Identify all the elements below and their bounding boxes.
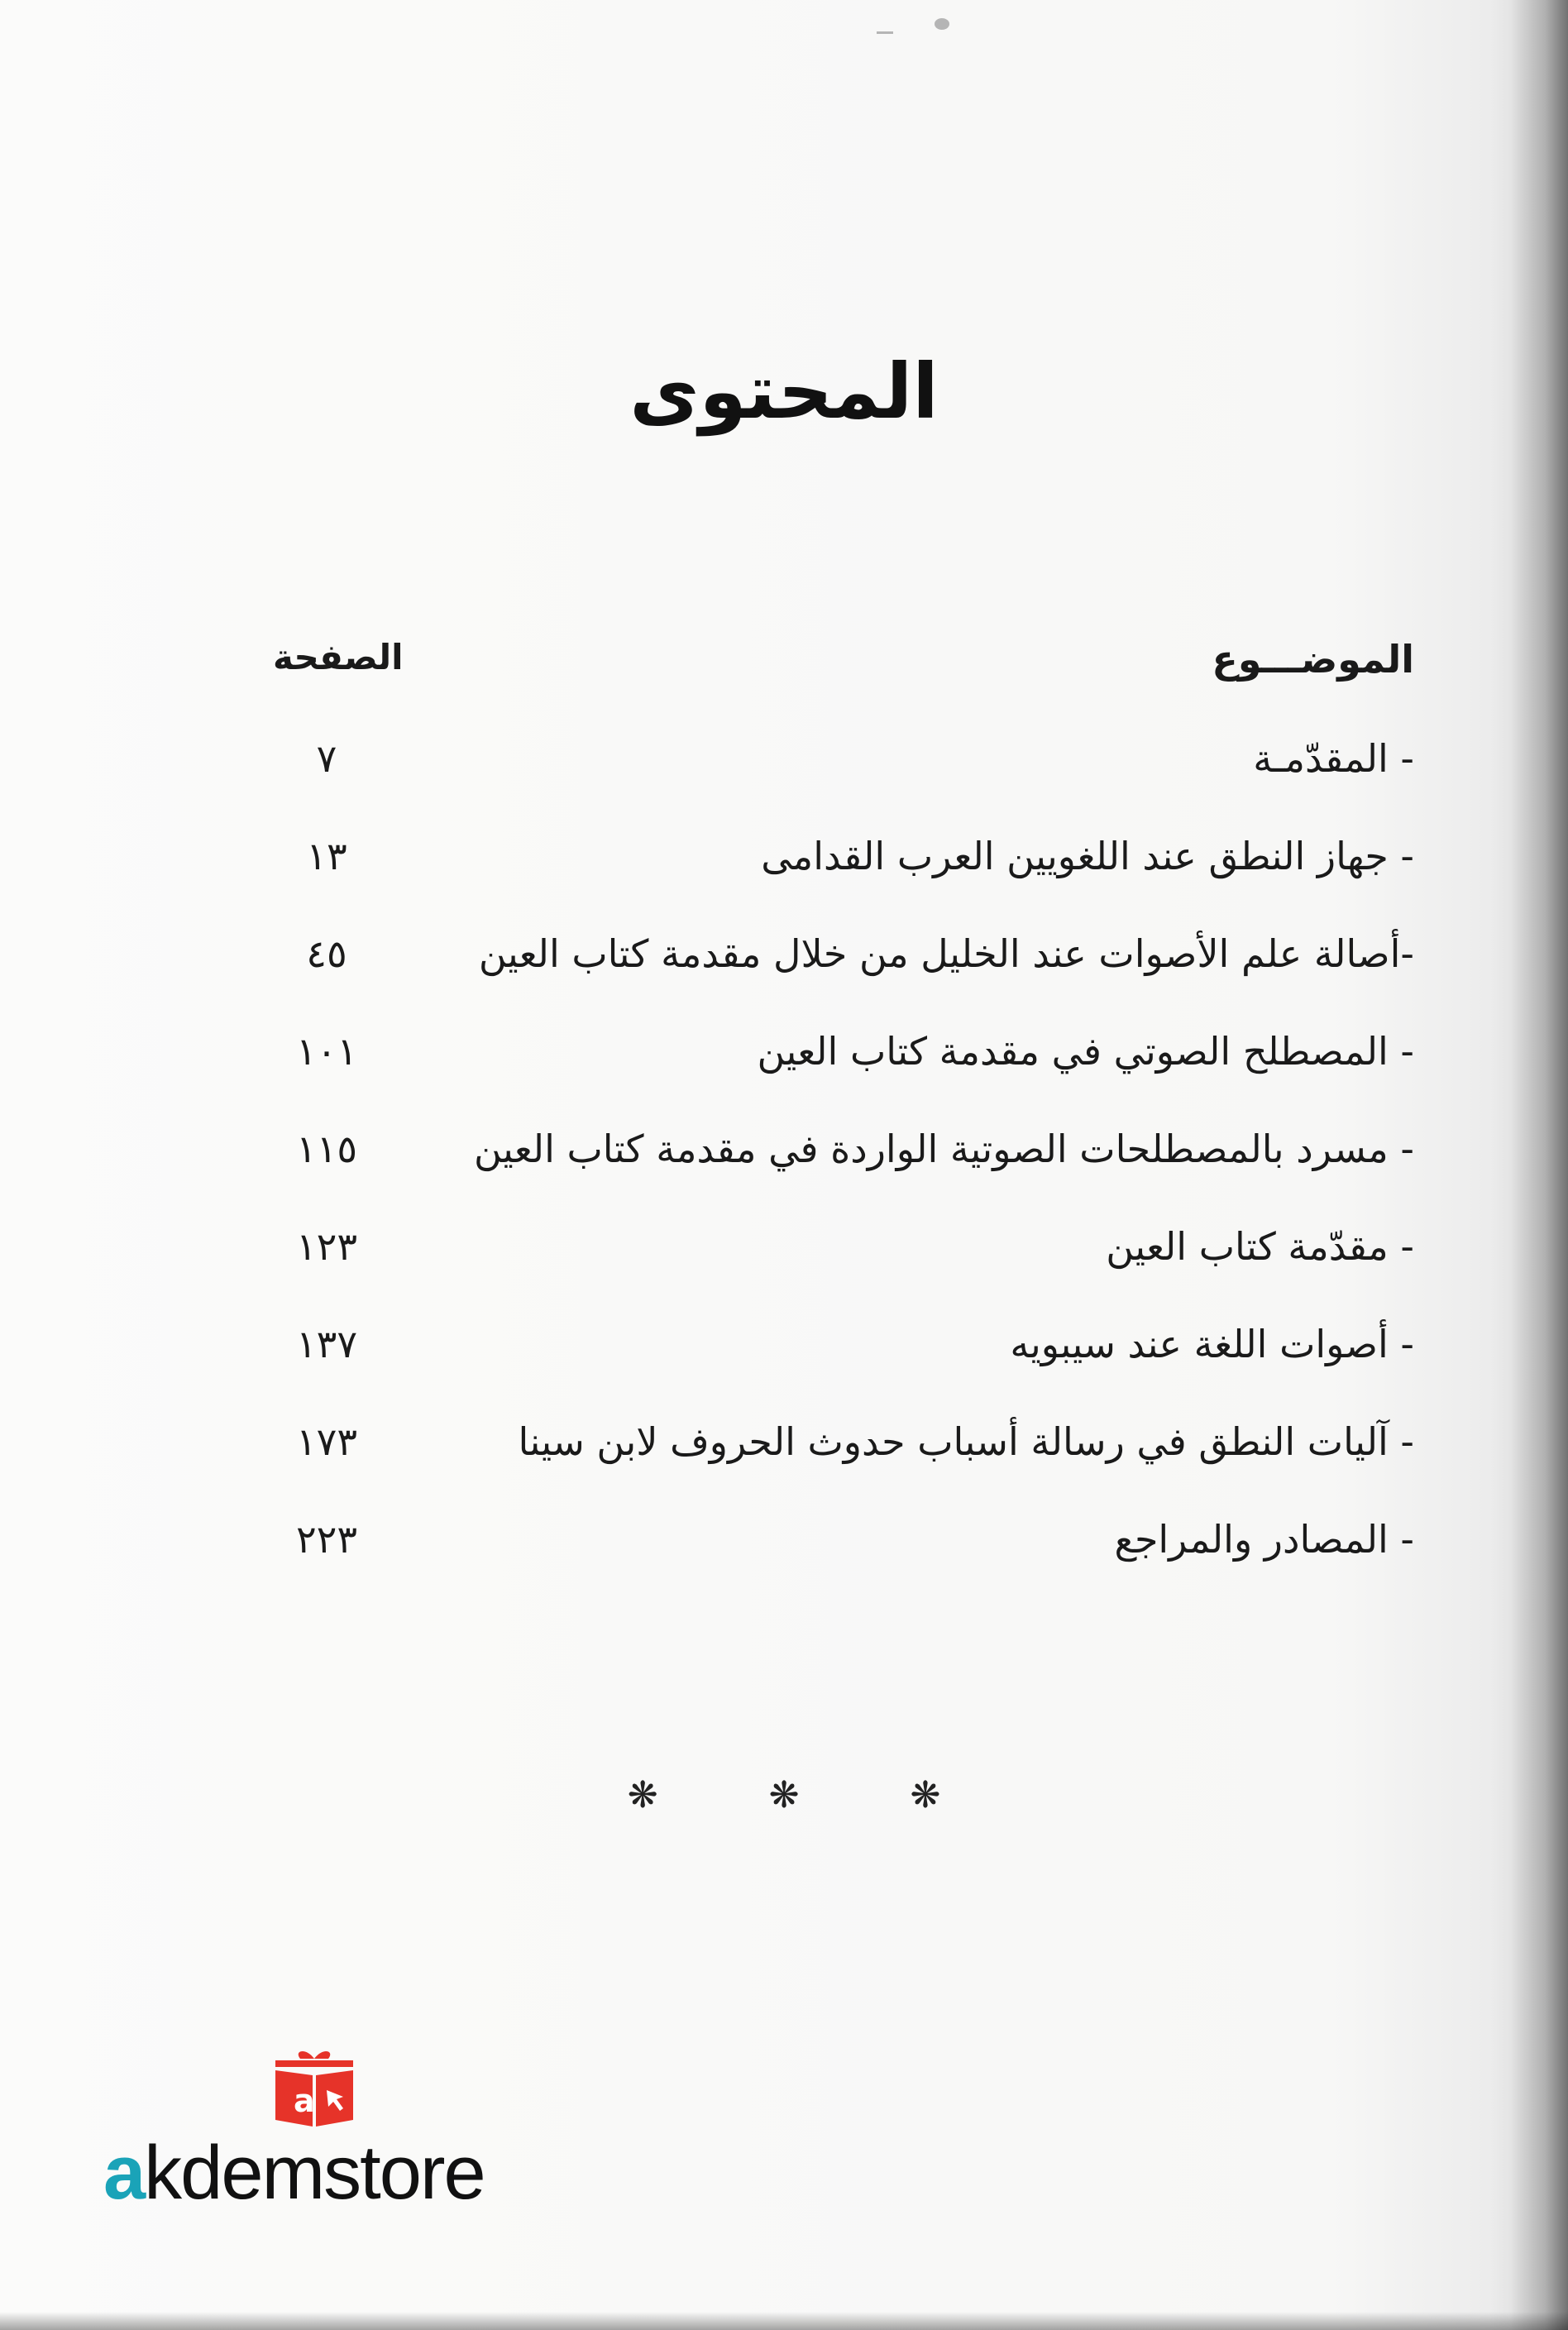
toc-page-number: ١٧٣ — [295, 1419, 358, 1464]
toc-page-number: ١٣٧ — [295, 1322, 358, 1366]
toc-row — [273, 931, 1414, 1029]
toc-topic: - المصادر والمراجع — [1114, 1517, 1414, 1562]
header-page: الصفحة — [273, 637, 404, 677]
toc-page-number: ١٢٣ — [295, 1224, 358, 1269]
paper-speck — [935, 18, 949, 30]
logo-wordmark — [103, 2130, 485, 2217]
page-bottom-edge — [0, 2312, 1568, 2330]
toc-topic: - مسرد بالمصطلحات الصوتية الواردة في مقدمة كتاب العين — [473, 1127, 1414, 1171]
toc-row — [273, 1419, 1414, 1517]
logo-letter-a: a — [103, 2131, 145, 2215]
toc-topic: - مقدّمة كتاب العين — [1106, 1224, 1414, 1269]
page-title: المحتوى — [629, 347, 939, 436]
toc-row — [273, 1224, 1414, 1322]
toc-topic: - المقدّمـة — [1253, 736, 1414, 781]
toc-page-number: ١٣ — [306, 834, 347, 878]
toc-row — [273, 1127, 1414, 1224]
section-ornament — [0, 1774, 1568, 1816]
book-gift-icon — [269, 2047, 360, 2130]
toc-page-number: ٢٢٣ — [295, 1517, 358, 1562]
toc-page-number: ١٠١ — [295, 1029, 358, 1074]
toc-page-number: ٧ — [316, 736, 337, 781]
toc-row — [273, 834, 1414, 931]
toc-row — [273, 1322, 1414, 1419]
toc-row — [273, 736, 1414, 834]
toc-list — [273, 736, 1414, 1615]
toc-topic: - جهاز النطق عند اللغويين العرب القدامى — [761, 834, 1414, 878]
toc-row — [273, 1029, 1414, 1127]
book-spine-shadow — [1510, 0, 1568, 2330]
toc-page-number: ١١٥ — [295, 1127, 358, 1171]
asterism-icon: ❋ — [910, 1774, 941, 1816]
asterism-icon: ❋ — [768, 1774, 800, 1816]
toc-header — [273, 637, 1414, 695]
header-topic: الموضـــوع — [1212, 637, 1414, 682]
store-logo — [103, 2047, 533, 2221]
logo-brand-text: kdemstore — [144, 2131, 485, 2215]
paper-speck — [877, 31, 893, 34]
svg-text:a: a — [294, 2083, 315, 2119]
toc-topic: - المصطلح الصوتي في مقدمة كتاب العين — [757, 1029, 1414, 1074]
toc-row — [273, 1517, 1414, 1615]
asterism-icon: ❋ — [627, 1774, 658, 1816]
toc-topic: - أصوات اللغة عند سيبويه — [1010, 1322, 1414, 1366]
toc-page-number: ٤٥ — [306, 931, 347, 976]
toc-topic: - آليات النطق في رسالة أسباب حدوث الحروف لابن سينا — [518, 1419, 1414, 1464]
toc-topic: -أصالة علم الأصوات عند الخليل من خلال مقدمة كتاب العين — [478, 931, 1414, 976]
